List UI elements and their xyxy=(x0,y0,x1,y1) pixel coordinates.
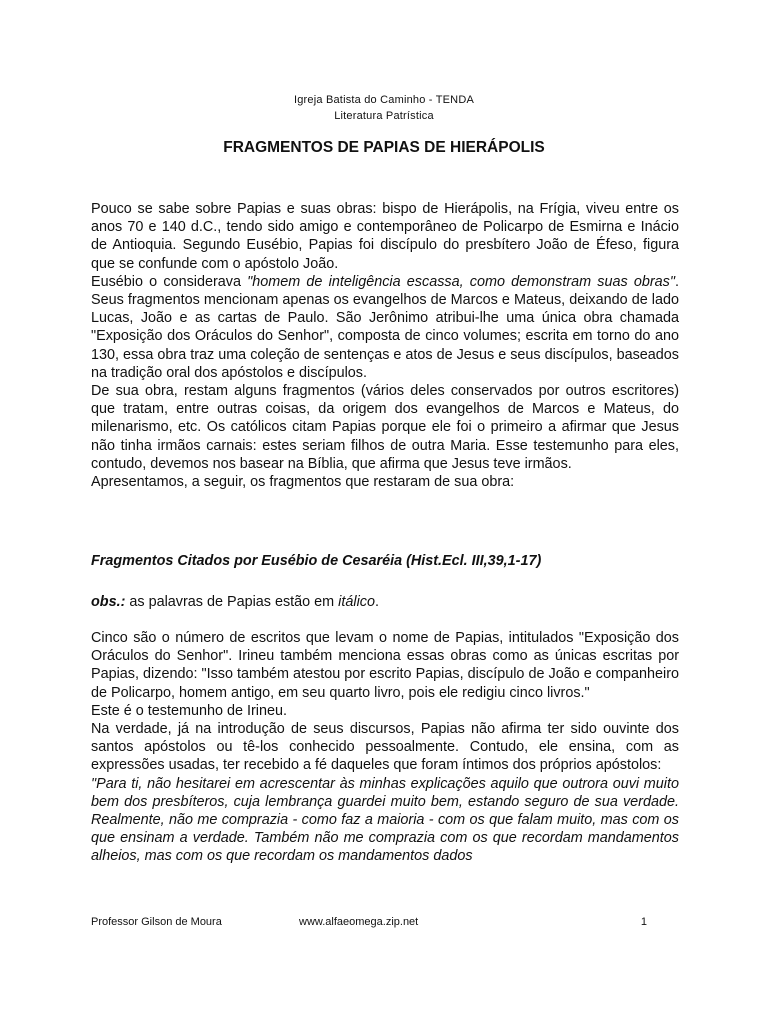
fragments-body xyxy=(91,629,679,866)
intro-paragraph-2-end: . Seus fragmentos mencionam apenas os evangelhos de Marcos e Mateus, deixando de lado Lucas, João e as cartas de Paulo. São Jerônimo atribui-lhe uma única obra chamada "Exposição dos Oráculos do Senhor", composta de cinco volumes; escrita em torno do ano 130, essa obra traz uma coleção de sentenças e atos de Jesus e seus discípulos, baseados na tradição oral dos apóstolos e discípulos. xyxy=(91,273,679,381)
page-number: 1 xyxy=(640,916,647,928)
body-paragraph-1: Cinco são o número de escritos que levam o nome de Papias, intitulados "Exposição dos Oráculos do Senhor". Irineu também menciona essas obras como as únicas escritas por Papias, dizendo: "Isso também atestou por escrito Papias, discípulo de João e companheiro de Policarpo, homem antigo, em seu quarto livro, pois ele redigiu cinco livros." xyxy=(91,630,679,701)
intro-paragraph-2-start: Eusébio o considerava xyxy=(91,273,248,290)
obs-text: as palavras de Papias estão em xyxy=(125,594,339,610)
footer-url: www.alfaeomega.zip.net xyxy=(299,916,419,928)
intro-paragraph-3: De sua obra, restam alguns fragmentos (vários deles conservados por outros escritores) que tratam, entre outras coisas, da origem dos evangelhos de Marcos e Mateus, do milenarismo, etc. Os católicos citam Papias porque ele foi o primeiro a afirmar que Jesus não tinha irmãos carnais: estes seriam filhos de outra Maria. Esse testemunho para eles, contudo, devemos nos basear na Bíblia, que afirma que Jesus teve irmãos. xyxy=(91,383,679,472)
intro-section xyxy=(91,200,679,491)
intro-paragraph-4: Apresentamos, a seguir, os fragmentos que restaram de sua obra: xyxy=(91,474,515,491)
obs-italic-word: itálico xyxy=(338,594,375,610)
document-title: FRAGMENTOS DE PAPIAS DE HIERÁPOLIS xyxy=(223,139,545,156)
body-paragraph-2: Este é o testemunho de Irineu. xyxy=(91,702,287,719)
intro-paragraph-1: Pouco se sabe sobre Papias e suas obras: bispo de Hierápolis, na Frígia, viveu entre os anos 70 e 140 d.C., tendo sido amigo e contemporâneo de Policarpo de Esmirna e Inácio de Antioquia. Segundo Eusébio, Papias foi discípulo do presbítero João de Éfeso, figura que se confunde com o apóstolo João. xyxy=(91,201,679,272)
obs-end: . xyxy=(374,594,379,610)
body-paragraph-3: Na verdade, já na introdução de seus discursos, Papias não afirma ter sido ouvinte dos santos apóstolos ou tê-los conhecido pessoalmente. Contudo, ele ensina, com as expressões usadas, ter recebido a fé daqueles que foram íntimos dos próprios apóstolos: xyxy=(91,721,679,774)
papias-quote: "Para ti, não hesitarei em acrescentar às minhas explicações aquilo que outrora ouvi muito bem dos presbíteros, cuja lembrança guardei muito bem, estando seguro de sua verdade. Realmente, não me comprazia - como faz a maioria - com os que falam muito, mas com os que ensinam a verdade. Também não me comprazia com os que recordam mandamentos alheios, mas com os que recordam os mandamentos dados xyxy=(91,775,679,865)
obs-note xyxy=(91,594,379,610)
intro-quote: "homem de inteligência escassa, como demonstram suas obras" xyxy=(247,273,675,290)
header-church-name: Igreja Batista do Caminho - TENDA xyxy=(293,94,475,106)
footer-author: Professor Gilson de Moura xyxy=(91,916,222,928)
intro-paragraph-2 xyxy=(91,273,679,382)
obs-label: obs.: xyxy=(91,594,126,610)
header-subject: Literatura Patrística xyxy=(334,110,434,122)
section-heading: Fragmentos Citados por Eusébio de Cesaréia (Hist.Ecl. III,39,1-17) xyxy=(91,553,542,569)
